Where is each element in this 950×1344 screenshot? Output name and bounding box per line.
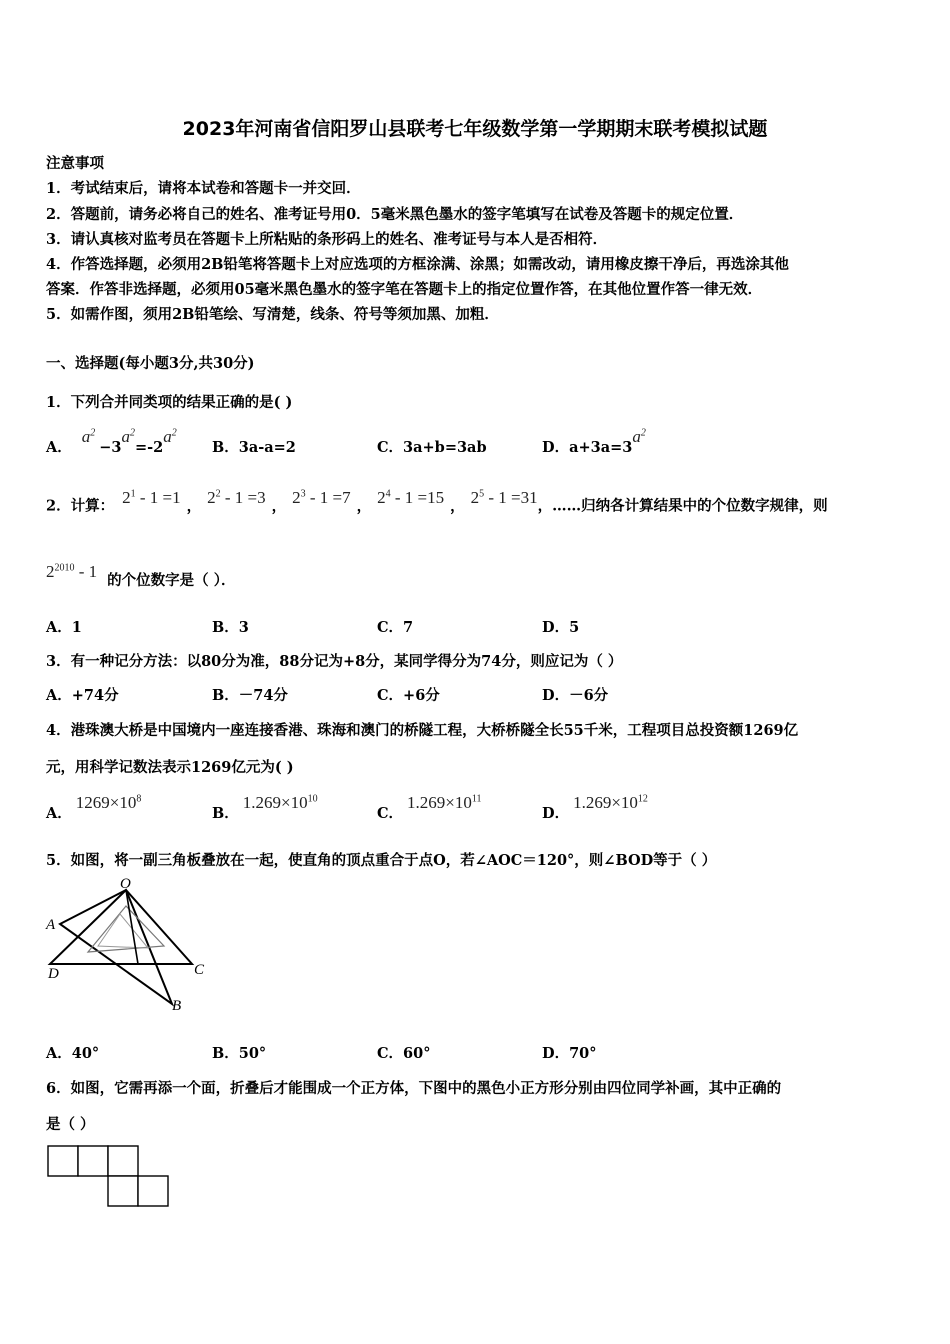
note-item-4-cont: 答案．作答非选择题，必须用05毫米黑色墨水的签字笔在答题卡上的指定位置作答，在其他位置作答一律无效． <box>46 281 763 298</box>
q1-option-a: A．$a^2-3a^2=-2a^2$ <box>46 427 177 456</box>
q6-stem-line2: 是（ ） <box>46 1116 95 1133</box>
label-b: B <box>172 998 182 1014</box>
q2-option-d: D．5 <box>542 619 580 636</box>
net-square <box>78 1146 108 1176</box>
q5-option-a: A．40° <box>46 1045 100 1062</box>
note-item-2: 2．答题前，请务必将自己的姓名、准考证号用0．5毫米黑色墨水的签字笔填写在试卷及答题卡的规定位置． <box>46 206 744 223</box>
label-a: A <box>46 917 56 933</box>
q1-option-b: B．3a-a=2 <box>212 439 296 456</box>
label-d: D <box>48 966 59 982</box>
q2-option-b: B．3 <box>212 619 249 636</box>
q2-line2: $2^{2010} - 1$ 的个位数字是（ ）． <box>46 561 236 589</box>
note-item-1: 1．考试结束后，请将本试卷和答题卡一并交回． <box>46 180 361 197</box>
q3-option-b: B．－74分 <box>212 687 288 704</box>
q3-option-d: D．－6分 <box>542 687 609 704</box>
page-title: 2023年河南省信阳罗山县联考七年级数学第一学期期末联考模拟试题 <box>182 118 768 140</box>
q4-option-d: D．$1.269\times 10^{12}$ <box>542 793 648 822</box>
q4-stem-line2: 元，用科学记数法表示1269亿元为( ) <box>46 759 294 776</box>
net-square <box>48 1146 78 1176</box>
q5-option-d: D．70° <box>542 1045 597 1062</box>
q4-option-a: A．$1269\times 10^8$ <box>46 793 142 822</box>
q3-option-a: A．+74分 <box>46 687 119 704</box>
q2-option-c: C．7 <box>377 619 414 636</box>
q1-option-d: D．$a+3a=3a^2$ <box>542 427 646 456</box>
note-item-3: 3．请认真核对监考员在答题卡上所粘贴的条形码上的姓名、准考证号与本人是否相符． <box>46 231 608 248</box>
q6-stem-line1: 6．如图，它需再添一个面，折叠后才能围成一个正方体，下图中的黑色小正方形分别由四位同学补画，其中正确的 <box>46 1080 782 1097</box>
net-square <box>138 1176 168 1206</box>
q3-option-c: C．+6分 <box>377 687 440 704</box>
q4-stem-line1: 4．港珠澳大桥是中国境内一座连接香港、珠海和澳门的桥隧工程，大桥桥隧全长55千米，工程项目总投资额1269亿 <box>46 722 799 739</box>
q4-option-c: C．$1.269\times 10^{11}$ <box>377 793 482 822</box>
note-item-5: 5．如需作图，须用2B铅笔绘、写清楚，线条、符号等须加黑、加粗． <box>46 306 499 323</box>
q6-cube-net-figure <box>46 1144 172 1210</box>
q3-stem: 3．有一种记分方法：以80分为准，88分记为+8分，某同学得分为74分，则应记为（ ） <box>46 653 623 670</box>
q5-option-b: B．50° <box>212 1045 267 1062</box>
q4-option-b: B．$1.269\times 10^{10}$ <box>212 793 318 822</box>
section-heading: 一、选择题(每小题3分,共30分) <box>46 355 255 372</box>
net-square <box>108 1146 138 1176</box>
label-o: O <box>120 876 131 892</box>
q1-option-c: C．3a+b=3ab <box>377 439 487 456</box>
net-square <box>108 1176 138 1206</box>
q2-option-a: A．1 <box>46 619 82 636</box>
q2-line1: 2．计算： $2^1 - 1 =1$ ， $2^2 - 1 =3$ ， $2^3 - 1 =7$ ， $2^4 - 1 =15$ ， $2^5 - 1 =31$，……归纳各计算结果中的个位数字规律，则 <box>46 487 828 515</box>
inner-triangle-1 <box>88 906 164 952</box>
q1-stem: 1．下列合并同类项的结果正确的是( ) <box>46 394 293 411</box>
q5-triangle-figure <box>40 876 220 1016</box>
q5-option-c: C．60° <box>377 1045 431 1062</box>
label-c: C <box>194 962 205 978</box>
notes-heading: 注意事项 <box>46 155 104 172</box>
triangle-ocd <box>50 890 192 964</box>
note-item-4: 4．作答选择题，必须用2B铅笔将答题卡上对应选项的方框涂满、涂黑；如需改动，请用橡皮擦干净后，再选涂其他 <box>46 256 789 273</box>
q5-stem: 5．如图，将一副三角板叠放在一起，使直角的顶点重合于点O，若∠AOC＝120°，则∠BOD等于（ ） <box>46 852 717 869</box>
